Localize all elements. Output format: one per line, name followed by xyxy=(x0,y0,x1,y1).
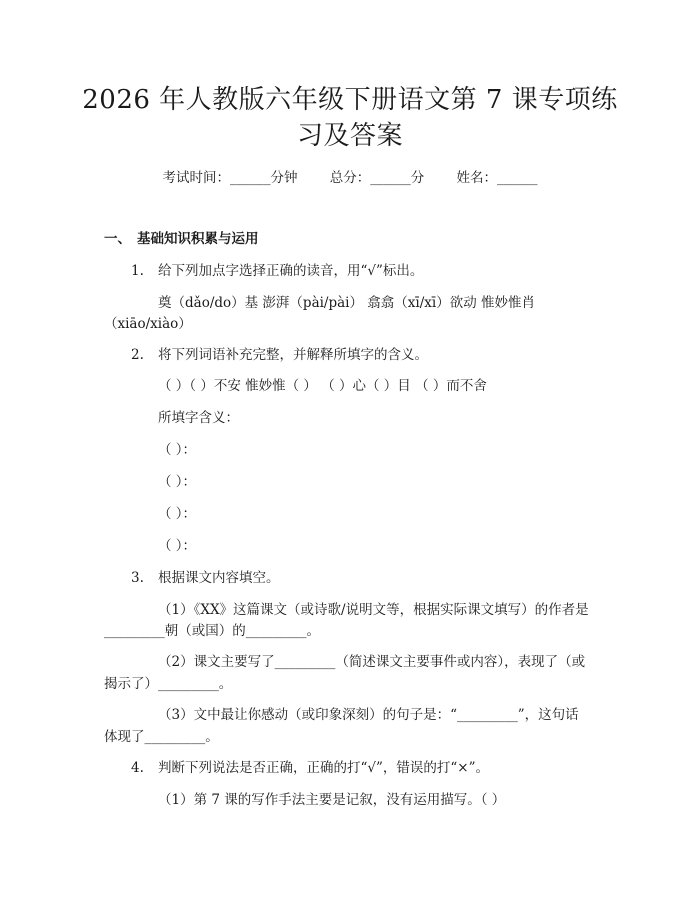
total-score: 总分：______分 xyxy=(329,170,425,186)
question-3-text: 根据课文内容填空。 xyxy=(158,570,280,586)
question-2-blank: （ ）： xyxy=(158,474,197,490)
student-name: 姓名：______ xyxy=(456,170,538,186)
question-1-number: 1. xyxy=(131,263,144,279)
section-heading: 基础知识积累与运用 xyxy=(137,231,259,247)
question-3-number: 3. xyxy=(131,570,144,586)
question-2-blank: （ ）： xyxy=(158,442,197,458)
question-2-text: 将下列词语补充完整，并解释所填字的含义。 xyxy=(158,347,428,363)
question-3-part-2-line-2: 揭示了）_________。 xyxy=(104,676,233,692)
document-title-line-1: 2026 年人教版六年级下册语文第 7 课专项练 xyxy=(82,85,618,115)
question-3-part-3-line-2: 体现了_________。 xyxy=(104,729,219,745)
question-4-item-1: （1）第 7 课的写作手法主要是记叙，没有运用描写。（ ） xyxy=(158,792,506,808)
question-2-blank: （ ）： xyxy=(158,538,197,554)
question-1-line-1: 奠（dǎo/do）基 澎湃（pài/pài） 翕翕（xī/xī）欲动 惟妙惟肖 xyxy=(158,295,535,311)
question-3-part-1-line-2: _________朝（或国）的_________。 xyxy=(104,623,320,639)
exam-time: 考试时间：______分钟 xyxy=(162,170,298,186)
question-1-line-2: （xiāo/xiào） xyxy=(104,316,192,332)
question-2-words: （ ）（ ）不安 惟妙惟（ ） （ ）心（ ）目 （ ）而不舍 xyxy=(158,378,487,394)
question-4-text: 判断下列说法是否正确，正确的打“√”，错误的打“×”。 xyxy=(158,760,490,776)
section-number: 一、 xyxy=(104,231,131,247)
question-4-number: 4. xyxy=(131,760,144,776)
question-3-part-2-line-1: （2）课文主要写了_________（简述课文主要事件或内容），表现了（或 xyxy=(158,654,586,670)
question-3-part-3-line-1: （3）文中最让你感动（或印象深刻）的句子是：“_________”，这句话 xyxy=(158,707,579,723)
question-3-part-1-line-1: （1）《XX》这篇课文（或诗歌/说明文等，根据实际课文填写）的作者是 xyxy=(158,602,589,618)
question-2-number: 2. xyxy=(131,347,144,363)
exam-meta xyxy=(0,166,700,186)
question-2-blank: （ ）： xyxy=(158,506,197,522)
document-title-line-2: 习及答案 xyxy=(296,121,403,151)
question-1-text: 给下列加点字选择正确的读音，用“√”标出。 xyxy=(158,263,424,279)
question-2-meaning-label: 所填字含义： xyxy=(158,410,239,426)
